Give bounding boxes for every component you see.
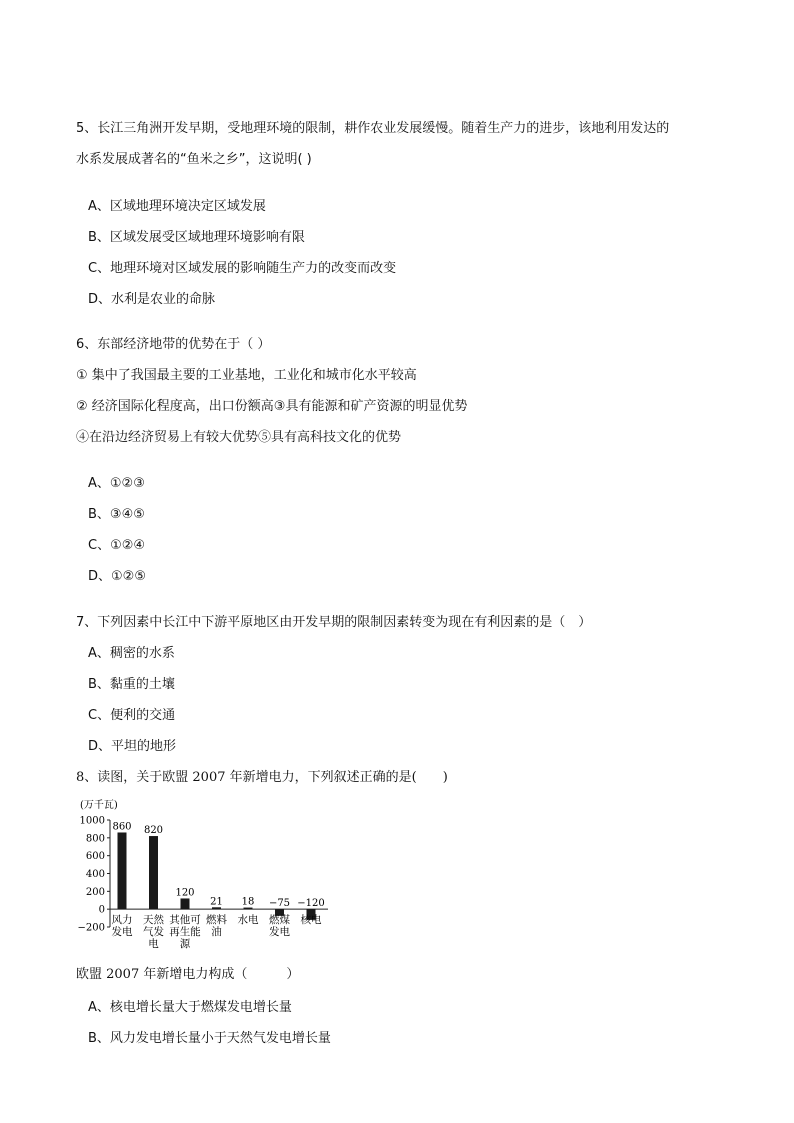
chart-category-label: 燃煤	[269, 914, 290, 927]
chart-bar	[244, 908, 253, 910]
q5-stem-line2: 水系发展成著名的“鱼米之乡”，这说明( )	[76, 152, 312, 167]
y-tick-label: 800	[85, 833, 105, 845]
q8-caption: 欧盟 2007 年新增电力构成（ ）	[76, 967, 300, 982]
chart-value-labels	[112, 821, 324, 909]
chart-bar	[181, 898, 190, 909]
y-tick-label: 1000	[79, 815, 105, 827]
chart-category-label: 风力	[111, 914, 133, 927]
chart-value-label: 820	[143, 825, 164, 837]
q6-item-3: ④在沿边经济贸易上有较大优势⑤具有高科技文化的优势	[76, 430, 402, 445]
chart-category-label: 燃料	[206, 914, 227, 927]
chart-value-label: −75	[268, 898, 291, 910]
chart-category-label: 电	[148, 938, 159, 951]
q7-option-d: D、平坦的地形	[88, 739, 177, 754]
q6-option-a: A、①②③	[88, 476, 145, 491]
chart-value-label: 860	[112, 821, 132, 833]
q7-stem: 7、下列因素中长江中下游平原地区由开发早期的限制因素转变为现在有利因素的是（ ）	[76, 615, 592, 630]
q5-stem-line1: 5、长江三角洲开发早期，受地理环境的限制，耕作农业发展缓慢。随着生产力的进步，该地利用发达的	[76, 121, 670, 136]
q7-option-a: A、稠密的水系	[88, 646, 175, 661]
q7-option-c: C、便利的交通	[88, 708, 176, 723]
power-bar-chart	[70, 794, 340, 959]
q5-option-c: C、地理环境对区域发展的影响随生产力的改变而改变	[88, 261, 397, 276]
chart-value-label: 21	[210, 896, 223, 908]
chart-category-label: 天然	[143, 914, 164, 927]
chart-category-label: 油	[211, 926, 222, 939]
chart-bar	[212, 907, 221, 909]
q5-option-a: A、区域地理环境决定区域发展	[88, 199, 266, 214]
q5-option-d: D、水利是农业的命脉	[88, 292, 216, 307]
chart-category-label: 其他可	[169, 914, 201, 927]
chart-category-label: 再生能	[169, 926, 201, 939]
y-tick-label: 0	[98, 904, 105, 916]
q8-option-b: B、风力发电增长量小于天然气发电增长量	[88, 1031, 331, 1046]
q5-option-b: B、区域发展受区域地理环境影响有限	[88, 230, 305, 245]
chart-bar	[118, 832, 127, 909]
y-tick-label: 400	[85, 869, 105, 880]
chart-category-label: 发电	[111, 926, 133, 939]
chart-category-label: 源	[179, 938, 191, 951]
y-tick-label: 200	[85, 886, 105, 898]
chart-unit-label: (万千瓦)	[80, 800, 118, 811]
q6-option-c: C、①②④	[88, 538, 146, 553]
chart-category-label: 水电	[237, 914, 259, 927]
chart-bar	[149, 836, 158, 909]
chart-category-label: 发电	[269, 926, 290, 939]
chart-value-label: −120	[297, 898, 325, 910]
q8-option-a: A、核电增长量大于燃煤发电增长量	[88, 1000, 292, 1015]
chart-value-label: 18	[241, 896, 255, 908]
y-tick-label: 600	[85, 851, 105, 863]
q7-option-b: B、黏重的土壤	[88, 677, 175, 692]
chart-value-label: 120	[175, 887, 195, 899]
chart-category-labels	[112, 913, 322, 950]
q6-item-2: ② 经济国际化程度高，出口份额高③具有能源和矿产资源的明显优势	[76, 399, 468, 414]
chart-category-label: 气发	[143, 926, 164, 939]
q6-option-b: B、③④⑤	[88, 507, 145, 522]
y-tick-label: −200	[77, 922, 105, 934]
q6-stem: 6、东部经济地带的优势在于（ ）	[76, 337, 271, 352]
q6-option-d: D、①②⑤	[88, 569, 146, 584]
chart-category-label: 核电	[300, 914, 322, 927]
q8-stem: 8、读图，关于欧盟 2007 年新增电力，下列叙述正确的是( )	[76, 770, 448, 785]
q6-item-1: ① 集中了我国最主要的工业基地，工业化和城市化水平较高	[76, 368, 417, 383]
